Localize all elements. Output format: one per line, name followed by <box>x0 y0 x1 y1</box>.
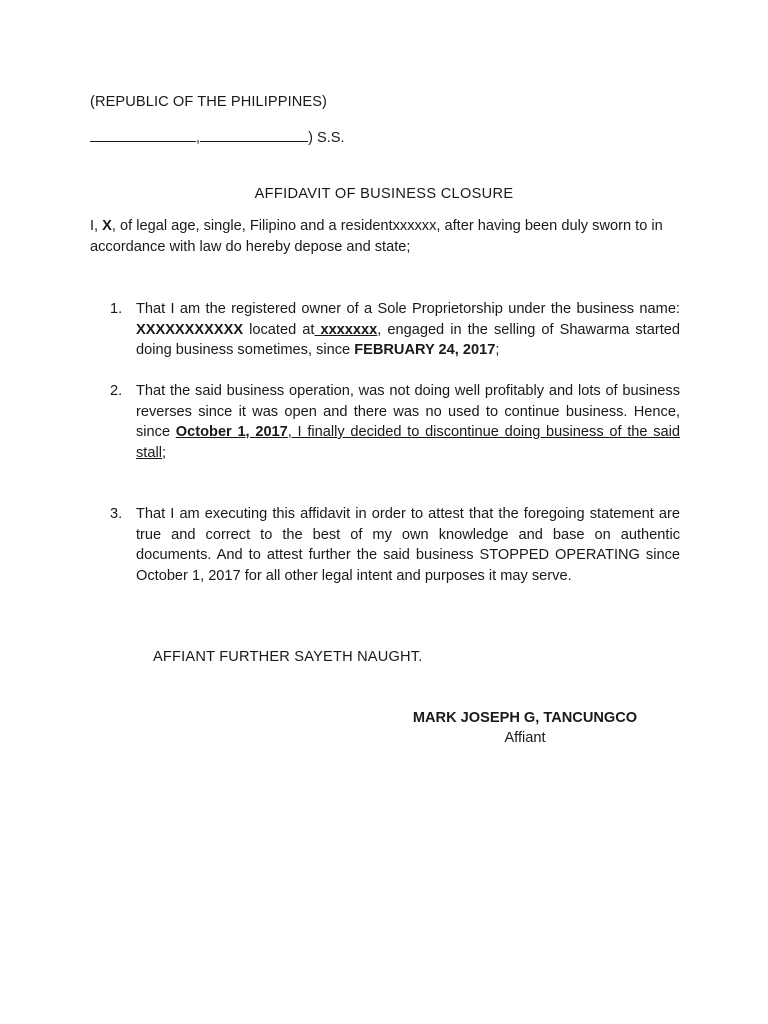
item2-text-2: , I finally decided to discontinue doing business of the said stall; <box>136 424 680 461</box>
document-title: AFFIDAVIT OF BUSINESS CLOSURE <box>254 186 514 202</box>
signatory-role: Affiant <box>504 730 546 746</box>
item1-text-2: located at <box>243 321 315 338</box>
intro-text-start: I, <box>90 218 103 234</box>
closing-statement: AFFIANT FURTHER SAYETH NAUGHT. <box>153 649 423 665</box>
list-item-body <box>136 381 680 463</box>
venue-separator: , <box>196 130 201 146</box>
business-close-date: October 1, 2017 <box>175 424 288 440</box>
item1-text-3: , engaged in the selling of Shawarma started doing business sometimes, since <box>136 321 680 358</box>
business-name: XXXXXXXXXXX <box>136 321 244 338</box>
business-start-date: FEBRUARY 24, 2017 <box>354 342 496 358</box>
venue-blank-province <box>200 127 308 142</box>
item1-text-4: ; <box>495 342 500 358</box>
business-location: xxxxxxx <box>314 321 378 338</box>
list-item-2 <box>110 381 680 463</box>
list-item-body <box>136 299 680 361</box>
item2-text-1: That the said business operation, was not doing well profitably and lots of business reverses since it was open and there was no used to continue business. Hence, since <box>136 383 680 440</box>
signatory-name: MARK JOSEPH G, TANCUNGCO <box>412 710 638 726</box>
intro-text-rest: , of legal age, single, Filipino and a residentxxxxxx, after having been duly sworn to in accordance with law do hereby depose and state; <box>90 218 663 255</box>
list-item-number: 3. <box>110 506 123 522</box>
venue-line <box>90 127 345 146</box>
list-item-3 <box>110 504 680 586</box>
venue-blank-city <box>90 127 196 142</box>
list-item-number: 2. <box>110 383 123 399</box>
list-item-1 <box>110 299 680 361</box>
affiant-placeholder-name: X <box>102 218 112 234</box>
intro-paragraph <box>90 216 680 257</box>
item1-text-1: That I am the registered owner of a Sole Proprietorship under the business name: <box>136 301 680 317</box>
list-item-body: That I am executing this affidavit in order to attest that the foregoing statement are true and correct to the best of my own knowledge and base on authentic documents. And to attest further the said business STOPPED OPERATING since October 1, 2017 for all other legal intent and purposes it may serve. <box>136 506 680 584</box>
list-item-number: 1. <box>110 301 123 317</box>
venue-suffix: ) S.S. <box>308 130 345 146</box>
republic-heading: (REPUBLIC OF THE PHILIPPINES) <box>90 94 327 110</box>
